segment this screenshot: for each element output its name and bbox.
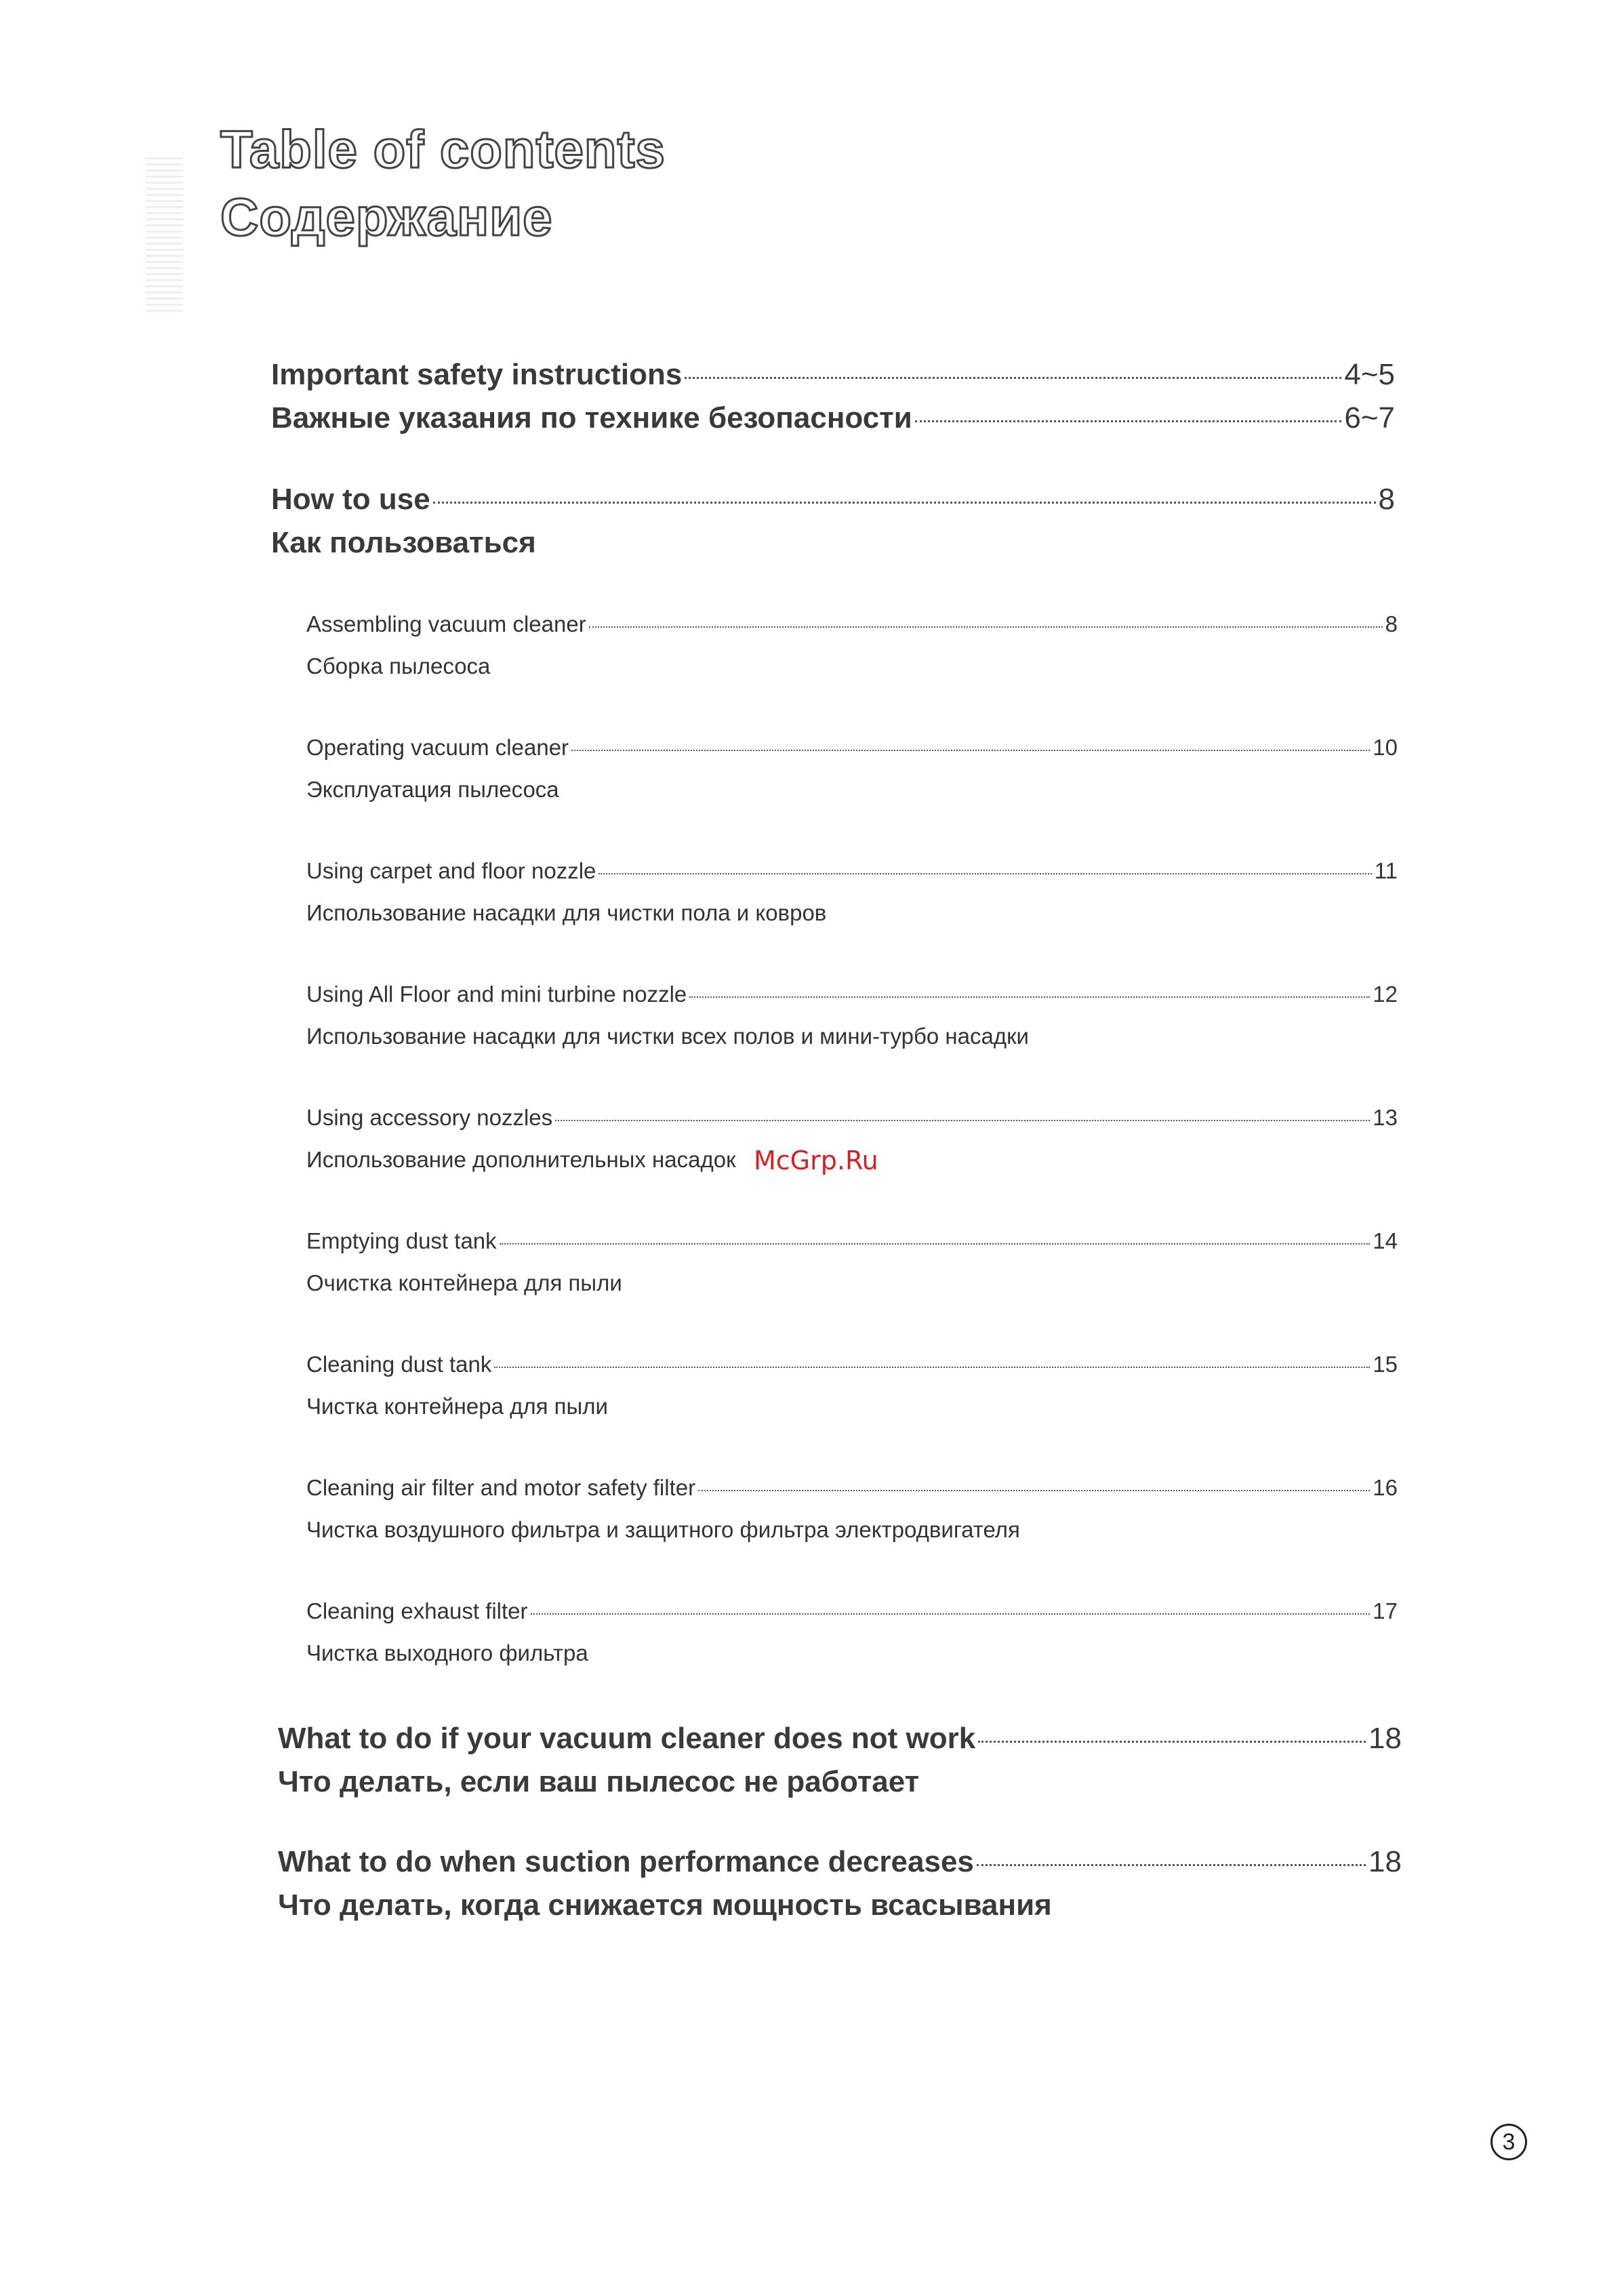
page-number-badge: 3 bbox=[1490, 2124, 1527, 2160]
toc-label-ru: Чистка воздушного фильтра и защитного фильтра электродвигателя bbox=[306, 1517, 1020, 1542]
toc-entry-does-not-work[interactable] bbox=[278, 1722, 1402, 1799]
toc-row-en bbox=[306, 1228, 1398, 1254]
dot-leader bbox=[531, 1613, 1371, 1615]
dot-leader bbox=[500, 1243, 1371, 1245]
toc-row-en bbox=[306, 1352, 1398, 1377]
toc-row-ru bbox=[271, 401, 1395, 435]
toc-entry-safety[interactable] bbox=[271, 358, 1395, 435]
toc-row-en bbox=[306, 982, 1398, 1007]
dot-leader bbox=[698, 1490, 1370, 1491]
toc-label-en: What to do when suction performance decreases bbox=[278, 1845, 974, 1878]
toc-page-number: 11 bbox=[1374, 858, 1398, 883]
dot-leader bbox=[571, 750, 1370, 751]
toc-label-ru: Использование дополнительных насадок bbox=[306, 1147, 736, 1172]
toc-page-number: 18 bbox=[1368, 1722, 1402, 1755]
toc-entry-operating[interactable] bbox=[306, 735, 1398, 803]
toc-label-en: Cleaning air filter and motor safety filter bbox=[306, 1475, 696, 1500]
toc-entry-how-to-use[interactable] bbox=[271, 483, 1395, 560]
dot-leader bbox=[685, 377, 1341, 379]
dot-leader bbox=[915, 420, 1342, 422]
toc-row-en bbox=[271, 358, 1395, 392]
toc-label-en: Emptying dust tank bbox=[306, 1228, 497, 1253]
watermark: McGrp.Ru bbox=[754, 1146, 878, 1175]
scan-artifact bbox=[146, 156, 183, 312]
toc-label-en: Cleaning exhaust filter bbox=[306, 1598, 528, 1623]
toc-page-number: 6~7 bbox=[1344, 401, 1395, 435]
toc-page-number: 8 bbox=[1378, 483, 1395, 516]
dot-leader bbox=[977, 1864, 1366, 1866]
toc-label-ru: Чистка выходного фильтра bbox=[306, 1640, 588, 1665]
toc-row-en bbox=[271, 483, 1395, 517]
toc-entry-exhaust-filter[interactable] bbox=[306, 1598, 1398, 1666]
toc-entry-assembling[interactable] bbox=[306, 611, 1398, 679]
toc-entry-cleaning-dust-tank[interactable] bbox=[306, 1352, 1398, 1419]
toc-page-number: 13 bbox=[1373, 1105, 1398, 1130]
toc-label-en: Assembling vacuum cleaner bbox=[306, 611, 586, 637]
page-title-en: Table of contents bbox=[220, 119, 666, 179]
toc-label-ru: Важные указания по технике безопасности bbox=[271, 401, 912, 435]
toc-row-en bbox=[306, 1598, 1398, 1624]
toc-label-ru: Что делать, когда снижается мощность всасывания bbox=[278, 1888, 1052, 1922]
toc-page-number: 8 bbox=[1385, 611, 1398, 637]
toc-page-number: 10 bbox=[1373, 735, 1398, 760]
toc-label-en: Using All Floor and mini turbine nozzle bbox=[306, 982, 687, 1007]
toc-label-en: Operating vacuum cleaner bbox=[306, 735, 569, 760]
toc-label-ru: Использование насадки для чистки пола и ковров bbox=[306, 900, 827, 925]
toc-label-en: Important safety instructions bbox=[271, 358, 683, 391]
toc-row-en bbox=[306, 735, 1398, 761]
toc-row-en bbox=[278, 1722, 1402, 1756]
dot-leader bbox=[433, 502, 1376, 504]
toc-label-en: How to use bbox=[271, 483, 430, 516]
toc-row-en bbox=[306, 611, 1398, 637]
toc-label-en: What to do if your vacuum cleaner does not work bbox=[278, 1722, 976, 1755]
toc-label-ru: Что делать, если ваш пылесос не работает bbox=[278, 1765, 920, 1798]
toc-label-ru: Сборка пылесоса bbox=[306, 653, 491, 679]
toc-entry-turbine-nozzle[interactable] bbox=[306, 982, 1398, 1049]
toc-row-en bbox=[306, 858, 1398, 884]
toc-entry-suction-decreases[interactable] bbox=[278, 1845, 1402, 1922]
toc-page-number: 17 bbox=[1373, 1598, 1398, 1623]
toc-entry-air-filter[interactable] bbox=[306, 1475, 1398, 1543]
toc-label-ru: Эксплуатация пылесоса bbox=[306, 777, 559, 802]
page-title-ru: Содержание bbox=[220, 187, 553, 247]
toc-row-en bbox=[306, 1105, 1398, 1131]
toc-row-en bbox=[278, 1845, 1402, 1879]
toc-label-ru: Как пользоваться bbox=[271, 526, 536, 559]
toc-page-number: 15 bbox=[1373, 1352, 1398, 1377]
dot-leader bbox=[689, 996, 1370, 998]
dot-leader bbox=[598, 873, 1371, 874]
toc-label-ru: Чистка контейнера для пыли bbox=[306, 1394, 608, 1419]
toc-label-en: Cleaning dust tank bbox=[306, 1352, 492, 1377]
dot-leader bbox=[978, 1741, 1366, 1743]
toc-label-ru: Использование насадки для чистки всех полов и мини-турбо насадки bbox=[306, 1024, 1029, 1049]
toc-page-number: 16 bbox=[1373, 1475, 1398, 1500]
toc-label-ru: Очистка контейнера для пыли bbox=[306, 1270, 622, 1295]
toc-entry-emptying-dust-tank[interactable] bbox=[306, 1228, 1398, 1296]
toc-label-en: Using accessory nozzles bbox=[306, 1105, 553, 1130]
toc-page-number: 18 bbox=[1368, 1845, 1402, 1878]
dot-leader bbox=[589, 626, 1383, 628]
toc-page-number: 14 bbox=[1373, 1228, 1398, 1253]
toc-entry-carpet-nozzle[interactable] bbox=[306, 858, 1398, 926]
toc-page-number: 4~5 bbox=[1344, 358, 1395, 391]
toc-page-number: 12 bbox=[1373, 982, 1398, 1007]
dot-leader bbox=[494, 1367, 1370, 1368]
toc-row-en bbox=[306, 1475, 1398, 1501]
toc-label-en: Using carpet and floor nozzle bbox=[306, 858, 596, 883]
dot-leader bbox=[555, 1120, 1370, 1121]
